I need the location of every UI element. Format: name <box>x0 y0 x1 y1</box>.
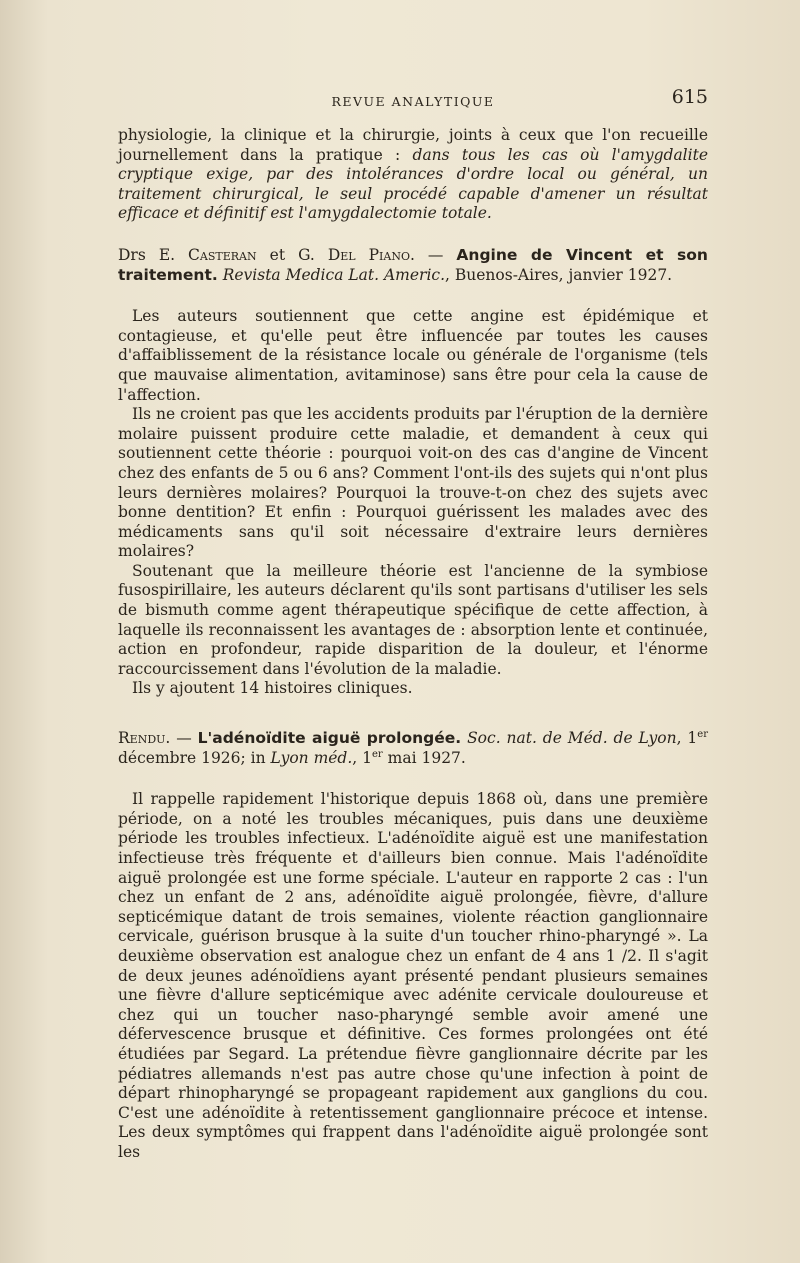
body-paragraph: Les auteurs soutiennent que cette angine est épidémique et contagieuse, et qu'elle peut être influencée par toutes les causes d'affaiblissement de la résistance locale ou générale de l'organisme (tels que mauvaise alimentation, avitaminose) sans être pour cela la cause de l'affection. <box>118 307 708 404</box>
journal-name-2: Soc. nat. de Méd. de Lyon <box>467 729 677 748</box>
body-paragraph: Soutenant que la meilleure théorie est l'ancienne de la symbiose fusospirillaire, les auteurs déclarent qu'ils sont partisans d'utiliser les sels de bismuth comme agent thérapeutique spécifique de cette affection, à laquelle ils reconnaissent les avantages de : absorption lente et continuée, action en profondeur, rapide disparition de la douleur, et l'énorme raccourcissement dans l'évolution de la maladie. <box>118 561 708 678</box>
date-2-superscript: er <box>372 748 383 760</box>
author-joiner: et <box>269 245 286 264</box>
intro-text: physiologie, la clinique et la chirurgie, joints à ceux que l'on recueille journellement dans la pratique : <box>118 126 708 164</box>
author-2: G. Del Piano. <box>298 245 415 264</box>
journal-place-date-1: , Buenos-Aires, janvier 1927. <box>445 265 673 284</box>
author: Rendu. <box>118 729 171 748</box>
heading-dash: — <box>427 245 444 264</box>
intro-conclusion: dans tous les cas où l'amygdalite cryptique exige, par des intolérances d'ordre local ou général, un traitement chirurgical, le seul procédé capable d'amener un résultat efficace et définitif est l'amygdalectomie totale. <box>118 145 708 223</box>
body-paragraph: Ils ne croient pas que les accidents produits par l'éruption de la dernière molaire puissent produire cette maladie, et demandent à ceux qui soutiennent cette théorie : pourquoi voit-on des cas d'angine de Vincent chez des enfants de 5 ou 6 ans? Comment l'ont-ils des sujets qui n'ont plus leurs dernières molaires? Pourquoi la trouve-t-on chez des sujets avec bonne dentition? Et enfin : Pourquoi guérissent les malades avec des médicaments sans qu'il soit nécessaire d'extraire leurs dernières molaires? <box>118 405 708 561</box>
page-number: 615 <box>671 86 708 108</box>
intro-paragraph <box>118 126 708 224</box>
article-title-1: Angine de Vincent et son traitement. <box>118 245 708 284</box>
date-2-prefix: , 1 <box>352 748 373 767</box>
body-paragraph: Ils y ajoutent 14 histoires cliniques. <box>132 679 413 698</box>
date-2-suffix: mai 1927. <box>382 748 466 767</box>
journal-name-3: Lyon méd. <box>270 748 353 767</box>
date-1-superscript: er <box>697 728 708 740</box>
heading-dash: — <box>176 729 192 748</box>
article-body-1 <box>118 307 708 699</box>
date-1-suffix: décembre 1926; in <box>118 748 271 767</box>
author-1: E. Casteran <box>158 245 257 264</box>
article-body-2 <box>118 790 708 1162</box>
article-heading-1 <box>118 246 708 285</box>
authors-prefix: Drs <box>118 245 146 264</box>
article-title-2: L'adénoïdite aiguë prolongée. <box>197 729 462 748</box>
running-head <box>118 88 708 114</box>
running-title: REVUE ANALYTIQUE <box>331 94 495 109</box>
date-1-prefix: , 1 <box>676 729 698 748</box>
article-heading-2 <box>118 729 708 768</box>
page-content <box>118 88 708 1163</box>
journal-name-1: Revista Medica Lat. Americ. <box>222 265 446 284</box>
body-paragraph: Il rappelle rapidement l'historique depuis 1868 où, dans une première période, on a noté les troubles mécaniques, puis dans une deuxième période les troubles infectieux. L'adénoïdite aiguë est une manifestation infectieuse très fréquente et d'ailleurs bien connue. Mais l'adénoïdite aiguë prolongée est une forme spéciale. L'auteur en rapporte 2 cas : l'un chez un enfant de 2 ans, adénoïdite aiguë prolongée, fièvre, d'allure septicémique datant de trois semaines, violente réaction ganglionnaire cervicale, guérison brusque à la suite d'un toucher rhino-pharyngé ». La deuxième observation est analogue chez un enfant de 4 ans 1 /2. Il s'agit de deux jeunes adénoïdiens ayant présenté pendant plusieurs semaines une fièvre d'allure septicémique avec adénite cervicale douloureuse et chez qui un toucher naso-pharyngé semble avoir amené une défervescence brusque et définitive. Ces formes prolongées ont été étudiées par Segard. La prétendue fièvre ganglionnaire décrite par les pédiatres allemands n'est pas autre chose qu'une infection à point de départ rhinopharyngé se propageant rapidement aux ganglions du cou. C'est une adénoïdite à retentissement ganglionnaire précoce et intense. Les deux symptômes qui frappent dans l'adénoïdite aiguë prolongée sont les <box>118 790 708 1161</box>
